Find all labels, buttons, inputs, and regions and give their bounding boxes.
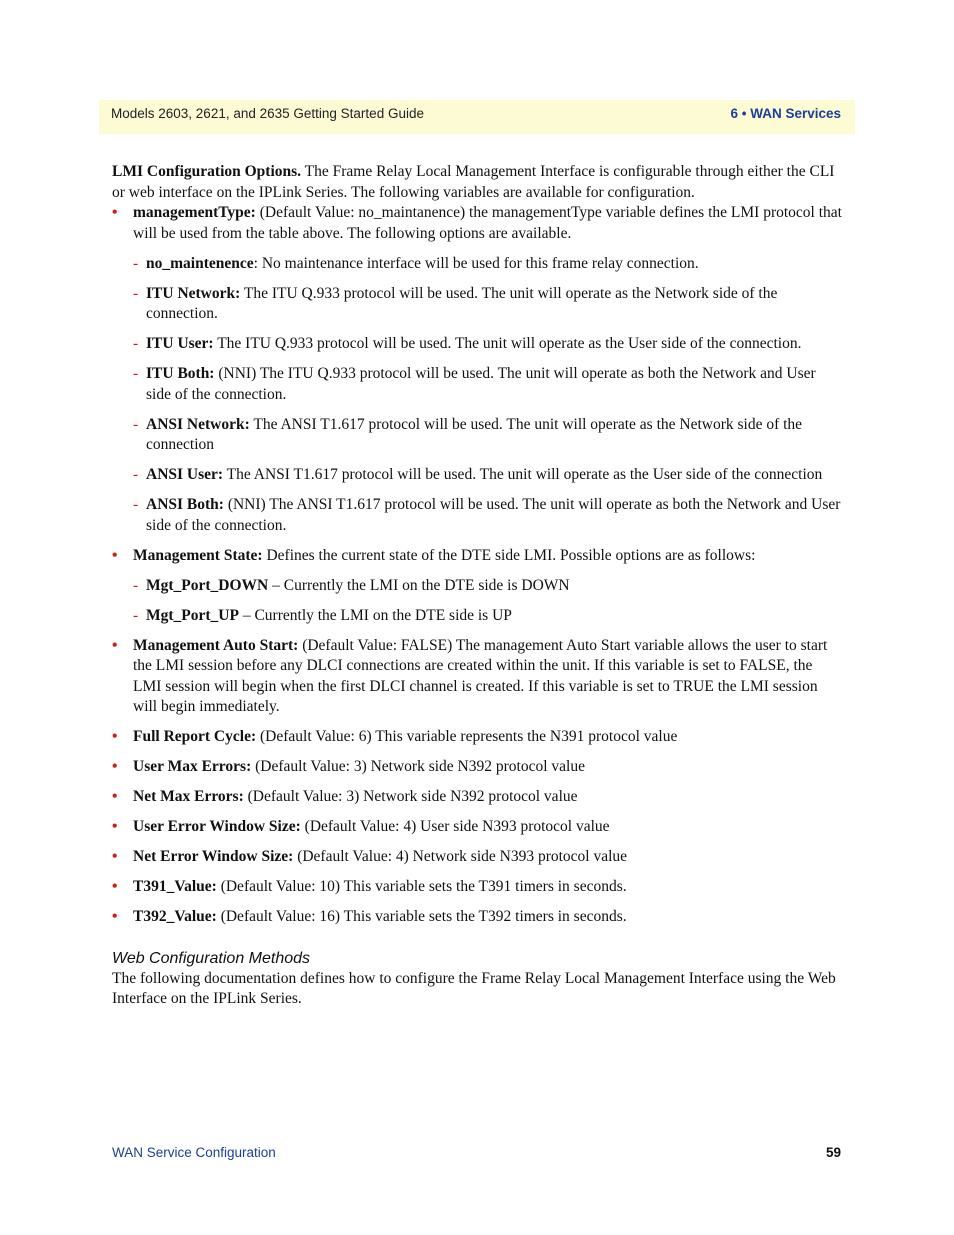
sub-item-text: The ANSI T1.617 protocol will be used. The unit will operate as the Network side of the connection [146,415,803,453]
page-body [112,162,844,1010]
list-item [112,877,844,898]
list-item [112,546,844,627]
bullet-icon: • [112,788,118,805]
item-text: (Default Value: 3) Network side N392 protocol value [251,758,585,775]
item-text: (Default Value: 16) This variable sets the T392 timers in seconds. [216,908,627,925]
list-item [112,757,844,778]
dash-icon: - [133,606,139,624]
running-header [99,100,855,134]
intro-paragraph [112,162,844,203]
dash-icon: - [133,365,139,382]
bullet-icon: • [112,546,118,564]
item-text: (Default Value: FALSE) The management Auto Start variable allows the user to start the LMI session before any DLCI connections are created within the unit. If this variable is set to FALSE, the LMI session will begin when the first DLCI channel is created. If this variable is set to TRUE the LMI session will begin immediately. [133,636,828,715]
list-item [112,727,844,748]
sub-item-label: ANSI Network: [146,415,250,433]
page-number: 59 [825,1145,841,1160]
item-label: Management Auto Start: [133,636,299,654]
sub-list-item [133,254,844,275]
bullet-icon: • [112,848,118,865]
item-text: Defines the current state of the DTE side LMI. Possible options are as follows: [262,546,756,564]
sub-item-text: – Currently the LMI on the DTE side is DOWN [268,576,570,594]
item-text: (Default Value: 6) This variable represents the N391 protocol value [256,728,678,745]
sub-item-label: ANSI Both: [146,496,224,513]
dash-icon: - [133,576,139,594]
list-item [112,203,844,536]
item-label: T392_Value: [133,908,217,925]
sub-item-label: ANSI User: [146,466,224,483]
bullet-icon: • [112,204,118,221]
sub-list-item [133,606,844,627]
item-label: Net Max Errors: [133,788,244,805]
sub-item-label: Mgt_Port_DOWN [146,576,269,594]
sub-list-item [133,465,844,486]
sub-list-item [133,334,844,355]
sub-item-label: Mgt_Port_UP [146,606,239,624]
section-title: Web Configuration Methods [112,949,311,967]
item-label: User Max Errors: [133,758,252,775]
sub-item-text: (NNI) The ITU Q.933 protocol will be used. The unit will operate as both the Network and User side of the connection. [146,365,816,403]
item-label: Full Report Cycle: [133,728,257,745]
sub-item-text: The ITU Q.933 protocol will be used. The unit will operate as the Network side of the connection. [146,284,778,322]
sub-options-list [133,576,844,627]
sub-options-list [133,254,844,537]
item-label: Management State: [133,546,263,564]
sub-item-label: ITU Both: [146,365,215,382]
sub-item-text: – Currently the LMI on the DTE side is UP [238,606,512,624]
chapter-title: 6 • WAN Services [730,106,841,121]
dash-icon: - [133,254,139,272]
dash-icon: - [133,466,139,483]
item-text: (Default Value: 10) This variable sets the T391 timers in seconds. [216,878,627,895]
list-item [112,787,844,808]
sub-item-text: The ITU Q.933 protocol will be used. The unit will operate as the User side of the connection. [213,335,802,352]
item-label: T391_Value: [133,878,217,895]
sub-list-item [133,364,844,405]
list-item [112,907,844,928]
dash-icon: - [133,415,139,433]
bullet-icon: • [112,728,118,745]
sub-list-item [133,284,844,325]
list-item [112,817,844,838]
list-item [112,636,844,718]
sub-item-label: ITU Network: [146,284,241,302]
sub-item-text: : No maintenance interface will be used for this frame relay connection. [253,254,699,272]
dash-icon: - [133,284,139,302]
bullet-icon: • [112,818,118,835]
sub-item-text: (NNI) The ANSI T1.617 protocol will be used. The unit will operate as both the Network and User side of the connection. [146,496,841,534]
list-item [112,847,844,868]
sub-list-item [133,415,844,456]
dash-icon: - [133,335,139,352]
sub-item-text: The ANSI T1.617 protocol will be used. The unit will operate as the User side of the connection [223,466,823,483]
item-text: (Default Value: no_maintanence) the managementType variable defines the LMI protocol that will be used from the table above. The following options are available. [133,204,842,242]
item-label: managementType: [133,204,256,221]
dash-icon: - [133,496,139,513]
guide-title: Models 2603, 2621, and 2635 Getting Started Guide [111,106,424,121]
item-label: Net Error Window Size: [133,848,294,865]
item-text: (Default Value: 4) User side N393 protocol value [300,818,610,835]
sub-item-label: no_maintenence [146,254,254,272]
sub-list-item [133,576,844,597]
footer-section-name: WAN Service Configuration [112,1145,276,1160]
bullet-icon: • [112,908,118,925]
sub-list-item [133,495,844,536]
item-text: (Default Value: 4) Network side N393 protocol value [293,848,628,865]
item-label: User Error Window Size: [133,818,301,835]
bullet-icon: • [112,878,118,895]
bullet-icon: • [112,758,118,775]
sub-item-label: ITU User: [146,335,214,352]
item-text: (Default Value: 3) Network side N392 protocol value [243,788,578,805]
intro-text: The Frame Relay Local Management Interface is configurable through either the CLI or web interface on the IPLink Series. The following variables are available for configuration. [112,163,835,201]
intro-heading: LMI Configuration Options. [112,163,302,180]
section-paragraph: The following documentation defines how to configure the Frame Relay Local Management Interface using the Web Interface on the IPLink Series. [112,969,836,1007]
bullet-icon: • [112,636,118,654]
options-list [112,203,844,928]
